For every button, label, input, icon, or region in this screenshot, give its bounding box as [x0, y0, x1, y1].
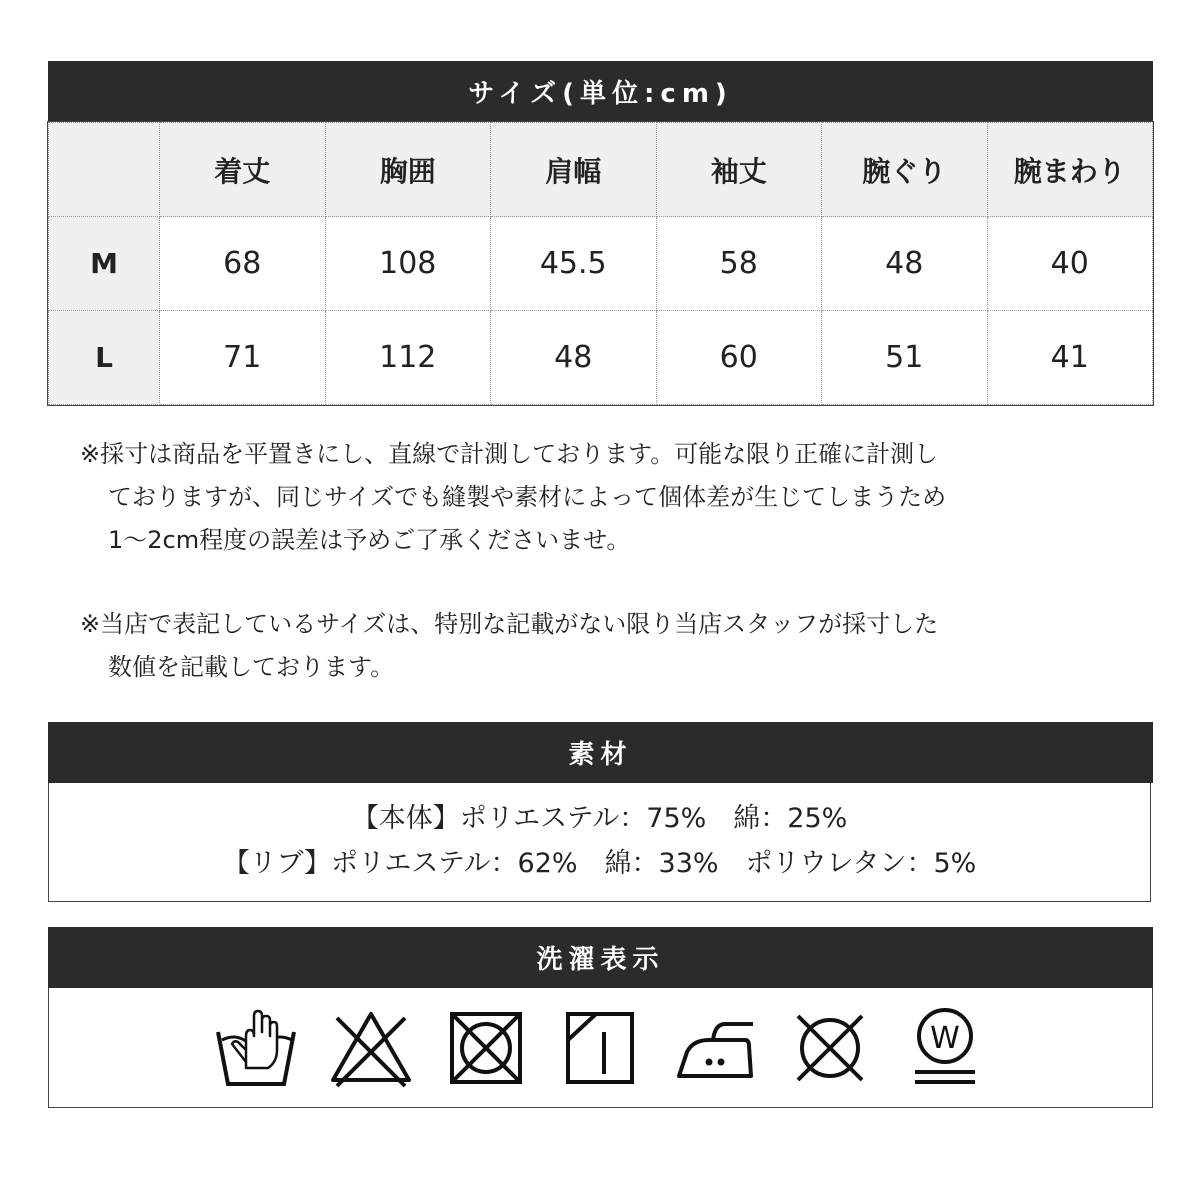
header-cell-sleeve: 袖丈 [656, 123, 822, 217]
material-body-line: 【本体】ポリエステル：75% 綿：25% [351, 803, 848, 834]
table-cell: 108 [325, 217, 491, 311]
material-section-title: 素材 [48, 722, 1153, 783]
header-cell-length: 着丈 [160, 123, 326, 217]
table-cell: 41 [987, 311, 1153, 405]
header-cell-chest: 胸囲 [325, 123, 491, 217]
hand-wash-icon [214, 1006, 298, 1090]
size-row-l [49, 311, 1153, 405]
care-icons-box [48, 988, 1153, 1108]
note-line: 1〜2cm程度の誤差は予めご了承くださいませ。 [108, 526, 631, 554]
size-table-header-row [49, 123, 1153, 217]
material-rib-line: 【リブ】ポリエステル：62% 綿：33% ポリウレタン：5% [222, 848, 977, 879]
note-line: ※採寸は商品を平置きにし、直線で計測しております。可能な限り正確に計測し [80, 440, 939, 468]
wet-clean-gentle-icon [903, 1006, 987, 1090]
svg-text:W: W [929, 1020, 960, 1056]
no-tumble-dry-icon [444, 1006, 528, 1090]
table-cell: 45.5 [491, 217, 657, 311]
care-icons-row [49, 988, 1152, 1107]
table-cell: 60 [656, 311, 822, 405]
table-cell: 51 [822, 311, 988, 405]
line-dry-shade-icon [558, 1006, 642, 1090]
no-dry-clean-icon [788, 1006, 872, 1090]
table-cell: 68 [160, 217, 326, 311]
header-cell-arm-circumference: 腕まわり [987, 123, 1153, 217]
measurement-note [80, 433, 946, 562]
header-corner-cell [49, 123, 160, 217]
table-cell: 71 [160, 311, 326, 405]
table-cell: 112 [325, 311, 491, 405]
note-line: ておりますが、同じサイズでも縫製や素材によって個体差が生じてしまうため [108, 483, 947, 511]
care-section-title: 洗濯表示 [48, 927, 1153, 988]
table-cell: 58 [656, 217, 822, 311]
iron-low-icon [673, 1006, 757, 1090]
size-table [48, 122, 1153, 405]
table-cell: 48 [491, 311, 657, 405]
material-box [48, 783, 1151, 902]
size-row-m [49, 217, 1153, 311]
table-cell: 48 [822, 217, 988, 311]
size-section-title: サイズ(単位:cm) [48, 61, 1153, 122]
size-label: L [49, 311, 160, 405]
size-label: M [49, 217, 160, 311]
table-cell: 40 [987, 217, 1153, 311]
note-line: 数値を記載しております。 [108, 653, 395, 681]
note-line: ※当店で表記しているサイズは、特別な記載がない限り当店スタッフが採寸した [80, 610, 939, 638]
header-cell-armhole: 腕ぐり [822, 123, 988, 217]
size-notation-note [80, 603, 938, 689]
header-cell-shoulder: 肩幅 [491, 123, 657, 217]
no-bleach-icon [329, 1006, 413, 1090]
